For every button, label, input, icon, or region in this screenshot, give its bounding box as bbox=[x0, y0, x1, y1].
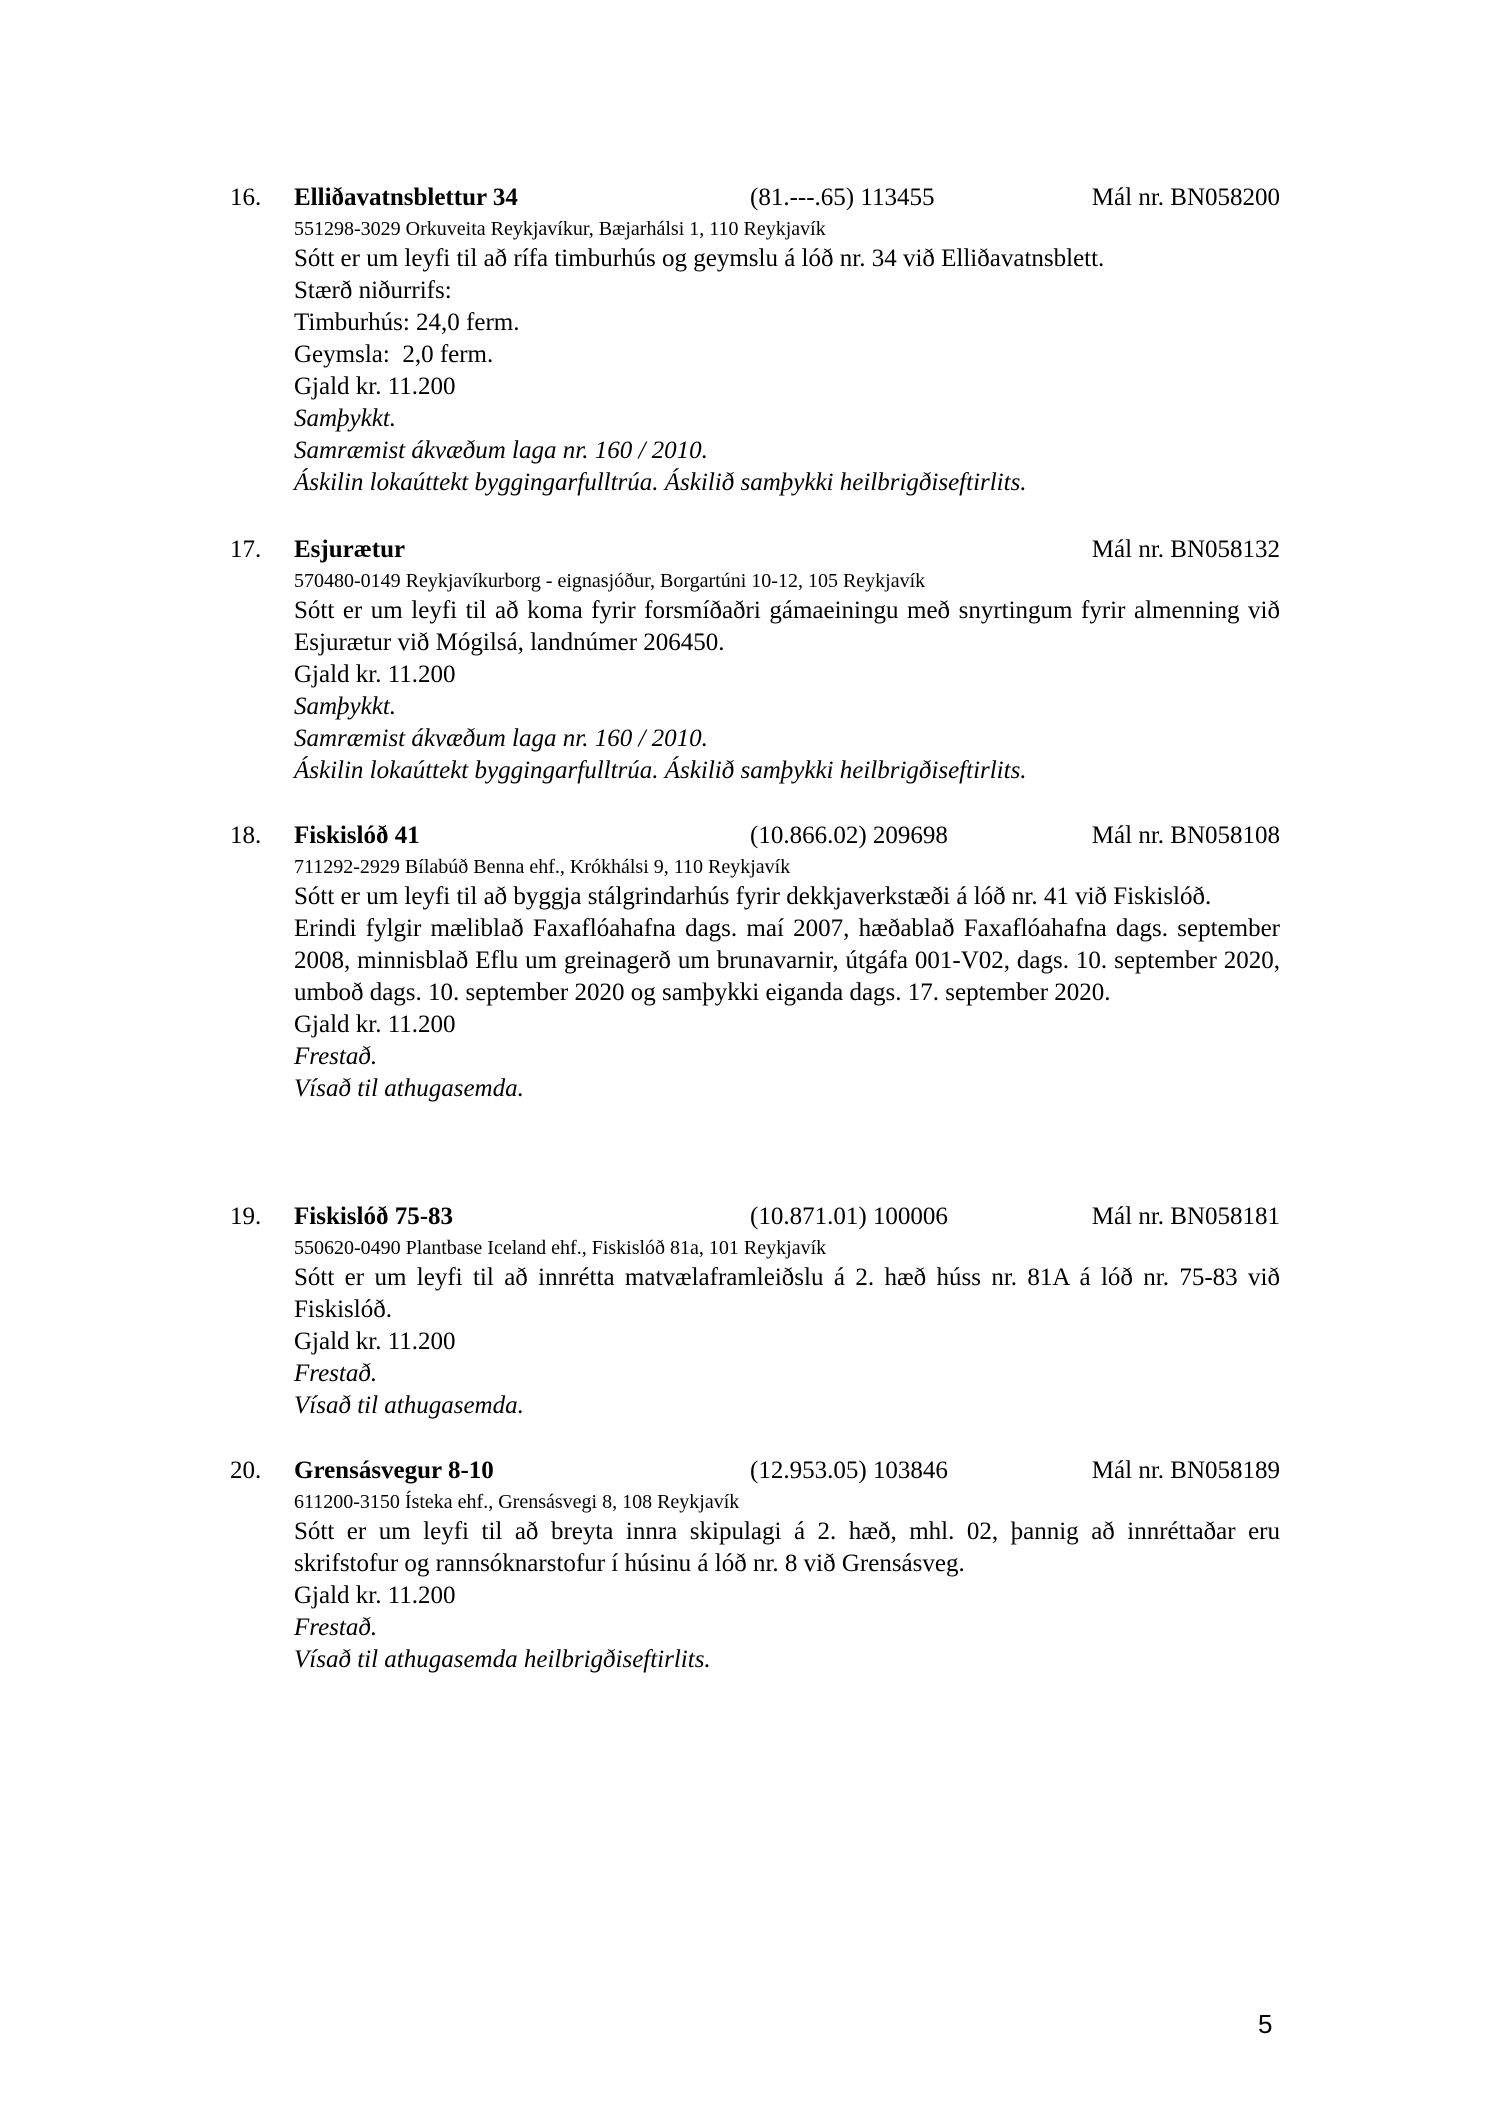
case-item-16 bbox=[230, 181, 1280, 499]
case-note: Samræmist ákvæðum laga nr. 160 / 2010. bbox=[294, 437, 708, 464]
case-number: 16. bbox=[230, 184, 262, 211]
case-item-20 bbox=[230, 1454, 1280, 1676]
case-decision: Samþykkt. bbox=[294, 405, 397, 432]
case-number: 19. bbox=[230, 1203, 262, 1230]
case-land-reference: (10.866.02) 209698 bbox=[750, 822, 948, 849]
case-applicant: 551298-3029 Orkuveita Reykjavíkur, Bæjarhálsi 1, 110 Reykjavík bbox=[294, 218, 826, 240]
case-decision: Frestað. bbox=[294, 1043, 378, 1070]
case-body bbox=[294, 215, 1280, 499]
case-land-reference: (12.953.05) 103846 bbox=[750, 1457, 948, 1484]
case-applicant: 611200-3150 Ísteka ehf., Grensásvegi 8, 108 Reykjavík bbox=[294, 1491, 740, 1513]
case-land-reference: (10.871.01) 100006 bbox=[750, 1203, 948, 1230]
case-id: Mál nr. BN058200 bbox=[1091, 184, 1280, 211]
case-applicant: 550620-0490 Plantbase Iceland ehf., Fiskislóð 81a, 101 Reykjavík bbox=[294, 1237, 827, 1259]
case-description: Sótt er um leyfi til að byggja stálgrindarhús fyrir dekkjaverkstæði á lóð nr. 41 við Fiskislóð. bbox=[294, 883, 1212, 910]
case-address: Fiskislóð 41 bbox=[294, 822, 420, 849]
case-body bbox=[294, 567, 1280, 787]
case-note: Vísað til athugasemda. bbox=[294, 1075, 524, 1102]
case-number: 17. bbox=[230, 536, 262, 563]
case-address: Esjurætur bbox=[294, 536, 406, 563]
case-decision: Frestað. bbox=[294, 1360, 378, 1387]
case-description: Sótt er um leyfi til að breyta innra skipulagi á 2. hæð, mhl. 02, þannig að innréttaðar eru skrifstofur og rannsóknarstofur í húsinu á lóð nr. 8 við Grensásveg. bbox=[294, 1518, 1280, 1577]
case-description: Sótt er um leyfi til að koma fyrir forsmíðaðri gámaeiningu með snyrtingum fyrir almenning við Esjurætur við Mógilsá, landnúmer 206450. bbox=[294, 597, 1280, 656]
case-item-18 bbox=[230, 819, 1280, 1105]
case-item-17 bbox=[230, 533, 1280, 787]
case-detail: Timburhús: 24,0 ferm. bbox=[294, 309, 520, 336]
case-note: Áskilin lokaúttekt byggingarfulltrúa. Áskilið samþykki heilbrigðiseftirlits. bbox=[294, 757, 1027, 784]
case-id: Mál nr. BN058132 bbox=[1091, 536, 1280, 563]
case-decision: Samþykkt. bbox=[294, 693, 397, 720]
case-fee: Gjald kr. 11.200 bbox=[294, 1582, 456, 1609]
case-land-reference: (81.---.65) 113455 bbox=[750, 184, 935, 211]
page-number: 5 bbox=[1258, 2009, 1273, 2039]
case-note: Samræmist ákvæðum laga nr. 160 / 2010. bbox=[294, 725, 708, 752]
case-note: Áskilin lokaúttekt byggingarfulltrúa. Áskilið samþykki heilbrigðiseftirlits. bbox=[294, 469, 1027, 496]
case-applicant: 711292-2929 Bílabúð Benna ehf., Krókhálsi 9, 110 Reykjavík bbox=[294, 856, 791, 878]
case-note: Vísað til athugasemda heilbrigðiseftirlits. bbox=[294, 1646, 711, 1673]
case-fee: Gjald kr. 11.200 bbox=[294, 1011, 456, 1038]
case-header bbox=[230, 181, 1280, 215]
case-description: Sótt er um leyfi til að innrétta matvælaframleiðslu á 2. hæð húss nr. 81A á lóð nr. 75-83 við Fiskislóð. bbox=[294, 1264, 1280, 1323]
case-detail: Stærð niðurrifs: bbox=[294, 277, 452, 304]
case-detail: Erindi fylgir mæliblað Faxaflóahafna dags. maí 2007, hæðablað Faxaflóahafna dags. september 2008, minnisblað Eflu um greinagerð um brunavarnir, útgáfa 001-V02, dags. 10. september 2020, umboð dags. 10. september 2020 og samþykki eiganda dags. 17. september 2020. bbox=[294, 915, 1280, 1006]
case-body bbox=[294, 853, 1280, 1105]
case-fee: Gjald kr. 11.200 bbox=[294, 661, 456, 688]
case-applicant: 570480-0149 Reykjavíkurborg - eignasjóður, Borgartúni 10-12, 105 Reykjavík bbox=[294, 570, 926, 592]
case-header bbox=[230, 819, 1280, 853]
case-body bbox=[294, 1234, 1280, 1422]
case-detail: Geymsla: 2,0 ferm. bbox=[294, 341, 494, 368]
case-body bbox=[294, 1488, 1280, 1676]
case-item-19 bbox=[230, 1200, 1280, 1422]
case-address: Grensásvegur 8-10 bbox=[294, 1457, 494, 1484]
case-address: Elliðavatnsblettur 34 bbox=[294, 184, 518, 211]
case-id: Mál nr. BN058189 bbox=[1091, 1457, 1280, 1484]
case-id: Mál nr. BN058181 bbox=[1091, 1203, 1280, 1230]
case-number: 18. bbox=[230, 822, 262, 849]
case-description: Sótt er um leyfi til að rífa timburhús og geymslu á lóð nr. 34 við Elliðavatnsblett. bbox=[294, 245, 1105, 272]
case-note: Vísað til athugasemda. bbox=[294, 1392, 524, 1419]
case-id: Mál nr. BN058108 bbox=[1091, 822, 1280, 849]
case-address: Fiskislóð 75-83 bbox=[294, 1203, 454, 1230]
case-header bbox=[230, 533, 1280, 567]
case-header bbox=[230, 1200, 1280, 1234]
case-decision: Frestað. bbox=[294, 1614, 378, 1641]
case-fee: Gjald kr. 11.200 bbox=[294, 1328, 456, 1355]
case-number: 20. bbox=[230, 1457, 262, 1484]
case-fee: Gjald kr. 11.200 bbox=[294, 373, 456, 400]
case-header bbox=[230, 1454, 1280, 1488]
